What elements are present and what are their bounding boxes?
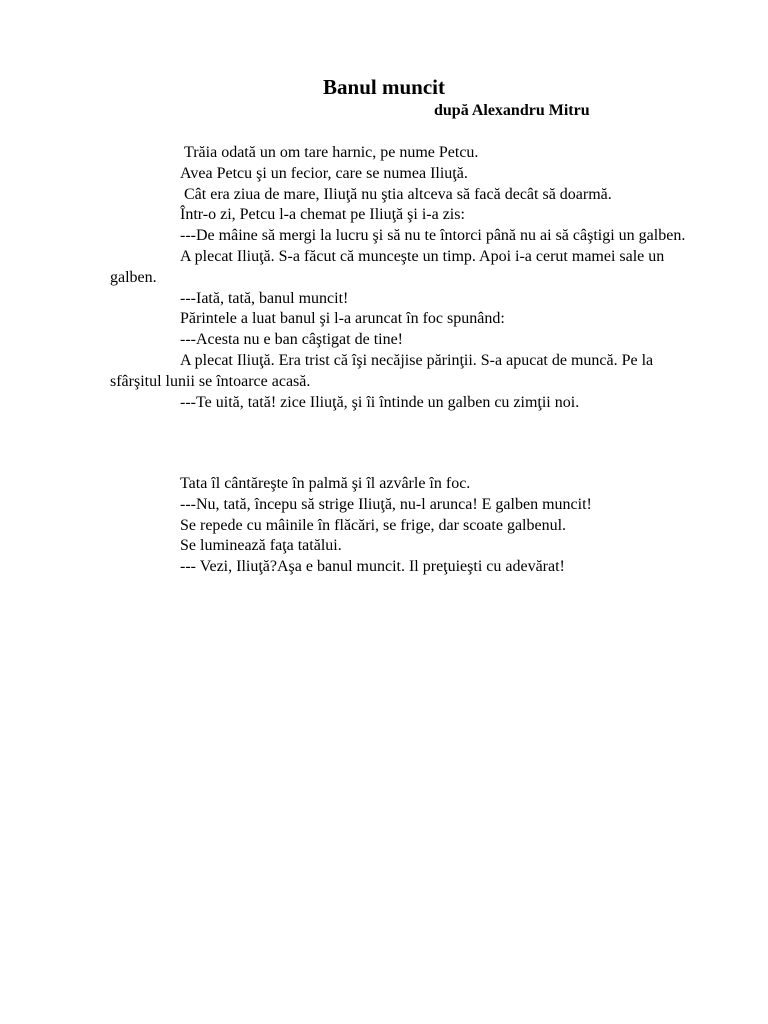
paragraph: Părintele a luat banul şi l-a aruncat în foc spunând: (180, 310, 505, 328)
paragraph: A plecat Iliuţă. Era trist că îşi necăjise părinţii. S-a apucat de muncă. Pe la sfârşitul lunii se întoarce acasă. (110, 351, 654, 390)
paragraph: Se repede cu mâinile în flăcări, se frige, dar scoate galbenul. (180, 516, 567, 534)
paragraph: A plecat Iliuţă. S-a făcut că munceşte un timp. Apoi i-a cerut mamei sale un galben. (110, 247, 665, 286)
paragraph: Trăia odată un om tare harnic, pe nume Petcu. (184, 144, 479, 161)
story-part-1 (110, 143, 700, 413)
paragraph: ---Te uită, tată! zice Iliuţă, şi îi întinde un galben cu zimţii noi. (180, 393, 580, 411)
paragraph: --- Vezi, Iliuţă?Aşa e banul muncit. Il preţuieşti cu adevărat! (180, 558, 565, 576)
document-author: după Alexandru Mitru (434, 102, 590, 119)
paragraph: ---Iată, tată, banul muncit! (180, 289, 349, 307)
paragraph: ---De mâine să mergi la lucru şi să nu te întorci până nu ai să câştigi un galben. (180, 227, 686, 245)
paragraph: ---Nu, tată, începu să strige Iliuţă, nu-l arunca! E galben muncit! (180, 495, 592, 513)
paragraph: Într-o zi, Petcu l-a chemat pe Iliuţă şi i-a zis: (180, 206, 465, 224)
paragraph: Tata îl cântăreşte în palmă şi îl azvârle în foc. (180, 475, 471, 492)
paragraph: Avea Petcu şi un fecior, care se numea Iliuţă. (180, 164, 468, 182)
paragraph: Cât era ziua de mare, Iliuţă nu ştia altceva să facă decât să doarmă. (184, 185, 612, 203)
paragraph: ---Acesta nu e ban câştigat de tine! (180, 331, 404, 349)
story-part-2 (110, 474, 700, 578)
document-title: Banul muncit (323, 75, 445, 99)
paragraph: Se luminează faţa tatălui. (180, 537, 342, 555)
